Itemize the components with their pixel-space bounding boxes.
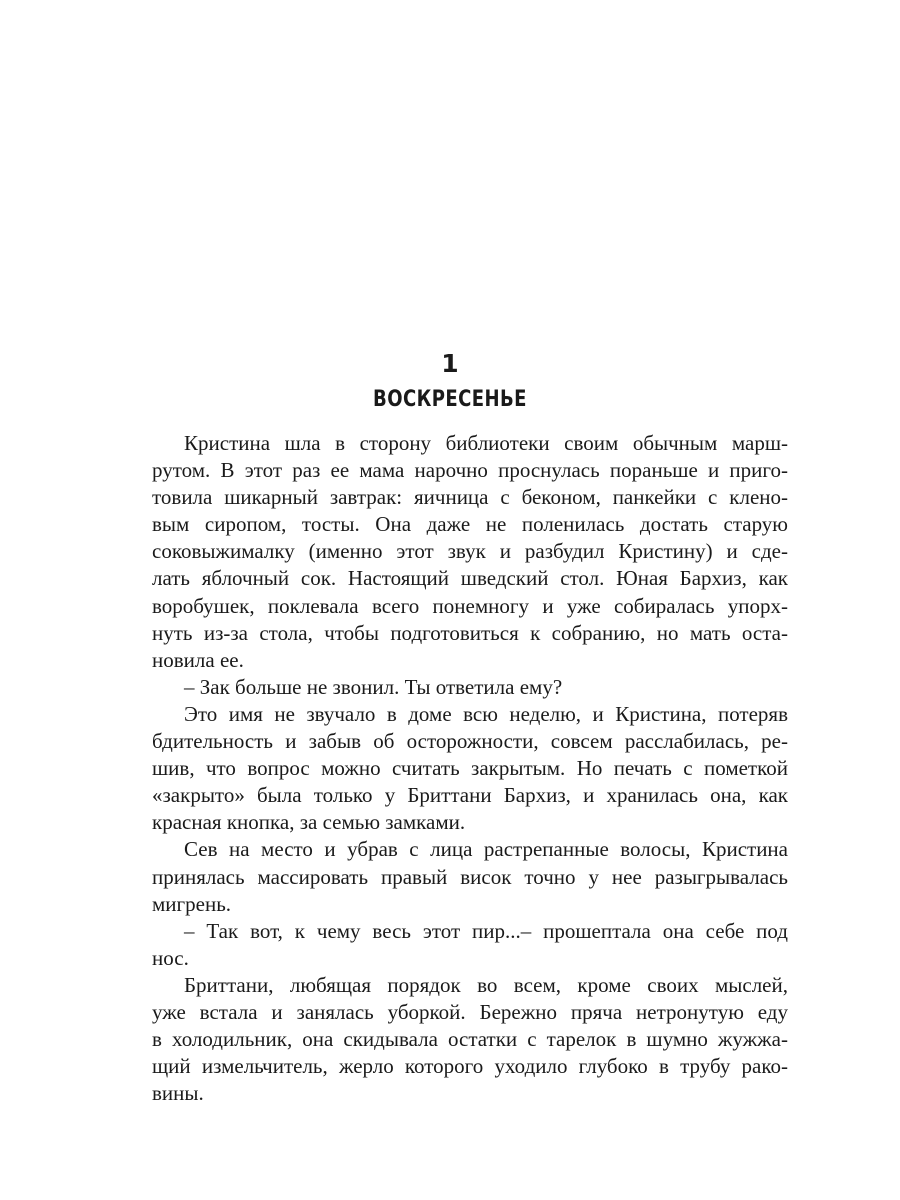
text-line: соковыжималку (именно этот звук и разбудил Кристину) и сде- <box>152 539 788 564</box>
text-line: Сев на место и убрав с лица растрепанные волосы, Кристина <box>184 837 788 862</box>
text-line: – Зак больше не звонил. Ты ответила ему? <box>184 674 563 699</box>
text-line: Бриттани, любящая порядок во всем, кроме своих мыслей, <box>184 972 788 997</box>
text-line: новила ее. <box>152 647 244 672</box>
paragraph <box>152 972 788 1107</box>
text-line: щий измельчитель, жерло которого уходило глубоко в трубу рако- <box>152 1054 788 1079</box>
text-line: бдительность и забыв об осторожности, совсем расслабилась, ре- <box>152 729 788 754</box>
text-line: нуть из-за стола, чтобы подготовиться к собранию, но мать оста- <box>152 620 788 645</box>
text-line: в холодильник, она скидывала остатки с тарелок в шумно жужжа- <box>152 1027 788 1052</box>
chapter-title: ВОСКРЕСЕНЬЕ <box>373 387 527 412</box>
text-line: Кристина шла в сторону библиотеки своим обычным марш- <box>184 431 788 455</box>
text-line: шив, что вопрос можно считать закрытым. Но печать с пометкой <box>152 756 788 781</box>
paragraph <box>152 430 788 674</box>
paragraph <box>152 701 788 836</box>
text-line: принялась массировать правый висок точно у нее разыгрывалась <box>152 864 788 889</box>
chapter-body <box>152 430 788 1107</box>
text-line: красная кнопка, за семью замками. <box>152 810 466 835</box>
text-line: вым сиропом, тосты. Она даже не поленилась достать старую <box>152 512 788 537</box>
text-line: нос. <box>152 945 189 970</box>
text-line: вины. <box>152 1081 204 1106</box>
text-line: рутом. В этот раз ее мама нарочно проснулась пораньше и приго- <box>152 458 788 483</box>
text-line: воробушек, поклевала всего понемногу и уже собиралась упорх- <box>152 593 788 618</box>
text-line: лать яблочный сок. Настоящий шведский стол. Юная Бархиз, как <box>152 566 788 591</box>
text-line: мигрень. <box>152 891 232 916</box>
paragraph <box>152 836 788 917</box>
dialogue-paragraph <box>152 918 788 972</box>
text-line: Это имя не звучало в доме всю неделю, и Кристина, потеряв <box>184 701 788 726</box>
text-line: «закрыто» была только у Бриттани Бархиз, и хранилась она, как <box>152 783 788 808</box>
text-line: товила шикарный завтрак: яичница с беконом, панкейки с клено- <box>152 485 788 510</box>
chapter-number: 1 <box>441 349 459 378</box>
text-line: – Так вот, к чему весь этот пир...– прошептала она себе под <box>184 918 788 943</box>
dialogue-paragraph <box>152 674 788 701</box>
text-line: уже встала и занялась уборкой. Бережно пряча нетронутую еду <box>152 999 788 1024</box>
